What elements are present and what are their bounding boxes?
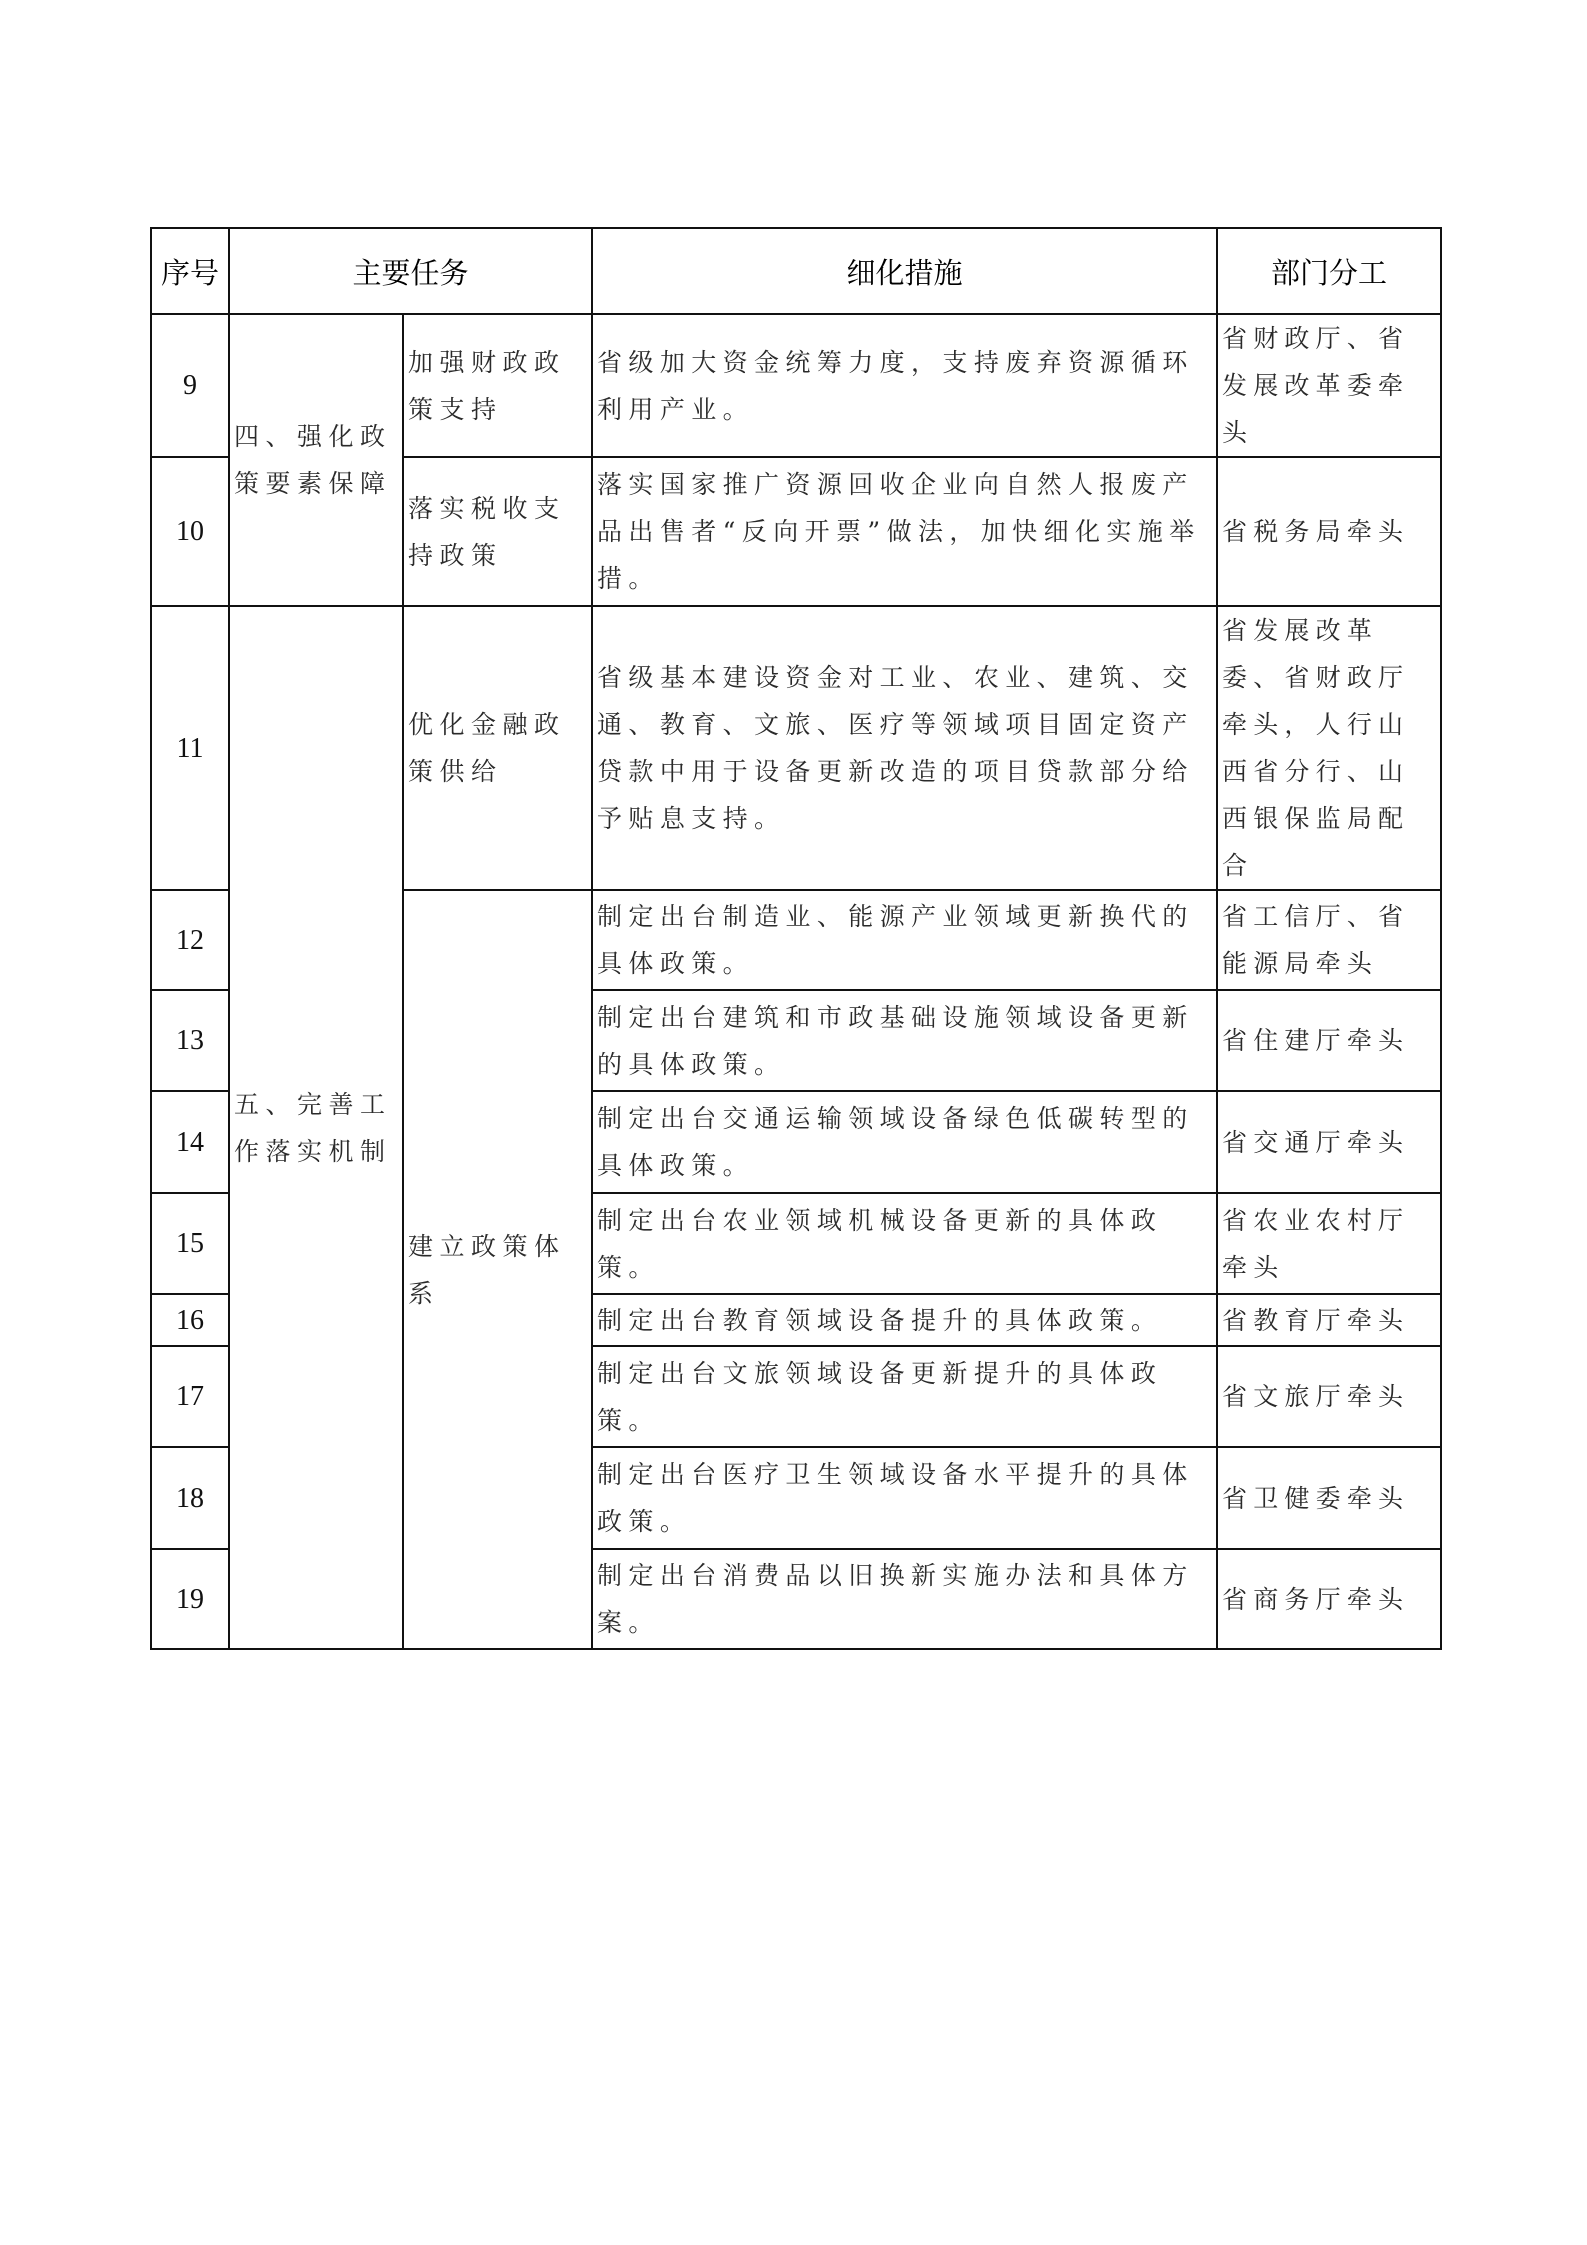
measure-cell: 制定出台交通运输领域设备绿色低碳转型的具体政策。 xyxy=(592,1091,1217,1193)
row-index: 17 xyxy=(151,1346,229,1447)
table-row xyxy=(151,606,1441,890)
measure-cell: 制定出台制造业、能源产业领域更新换代的具体政策。 xyxy=(592,890,1217,990)
row-index: 18 xyxy=(151,1447,229,1549)
measure-cell: 省级基本建设资金对工业、农业、建筑、交通、教育、文旅、医疗等领域项目固定资产贷款中用于设备更新改造的项目贷款部分给予贴息支持。 xyxy=(592,606,1217,890)
dept-cell: 省住建厅牵头 xyxy=(1217,990,1441,1091)
main-task: 四、强化政策要素保障 xyxy=(229,314,403,606)
sub-task: 建立政策体系 xyxy=(403,890,592,1649)
dept-cell: 省财政厅、省发展改革委牵头 xyxy=(1217,314,1441,457)
dept-cell: 省发展改革委、省财政厅牵头，人行山西省分行、山西银保监局配合 xyxy=(1217,606,1441,890)
row-index: 19 xyxy=(151,1549,229,1649)
header-task: 主要任务 xyxy=(229,228,592,314)
measure-cell: 制定出台消费品以旧换新实施办法和具体方案。 xyxy=(592,1549,1217,1649)
row-index: 15 xyxy=(151,1193,229,1294)
dept-cell: 省交通厅牵头 xyxy=(1217,1091,1441,1193)
table-header-row xyxy=(151,228,1441,314)
row-index: 10 xyxy=(151,457,229,606)
main-task: 五、完善工作落实机制 xyxy=(229,606,403,1649)
task-table xyxy=(150,227,1442,1650)
measure-cell: 制定出台农业领域机械设备更新的具体政策。 xyxy=(592,1193,1217,1294)
table-row xyxy=(151,314,1441,457)
header-measure: 细化措施 xyxy=(592,228,1217,314)
row-index: 11 xyxy=(151,606,229,890)
header-index: 序号 xyxy=(151,228,229,314)
sub-task: 落实税收支持政策 xyxy=(403,457,592,606)
measure-cell: 省级加大资金统筹力度，支持废弃资源循环利用产业。 xyxy=(592,314,1217,457)
dept-cell: 省教育厅牵头 xyxy=(1217,1294,1441,1346)
sub-task: 优化金融政策供给 xyxy=(403,606,592,890)
dept-cell: 省商务厅牵头 xyxy=(1217,1549,1441,1649)
measure-cell: 落实国家推广资源回收企业向自然人报废产品出售者“反向开票”做法，加快细化实施举措。 xyxy=(592,457,1217,606)
row-index: 12 xyxy=(151,890,229,990)
row-index: 13 xyxy=(151,990,229,1091)
dept-cell: 省卫健委牵头 xyxy=(1217,1447,1441,1549)
measure-cell: 制定出台教育领域设备提升的具体政策。 xyxy=(592,1294,1217,1346)
dept-cell: 省农业农村厅牵头 xyxy=(1217,1193,1441,1294)
measure-cell: 制定出台医疗卫生领域设备水平提升的具体政策。 xyxy=(592,1447,1217,1549)
header-dept: 部门分工 xyxy=(1217,228,1441,314)
row-index: 9 xyxy=(151,314,229,457)
dept-cell: 省文旅厅牵头 xyxy=(1217,1346,1441,1447)
measure-cell: 制定出台建筑和市政基础设施领域设备更新的具体政策。 xyxy=(592,990,1217,1091)
sub-task: 加强财政政策支持 xyxy=(403,314,592,457)
measure-cell: 制定出台文旅领域设备更新提升的具体政策。 xyxy=(592,1346,1217,1447)
row-index: 16 xyxy=(151,1294,229,1346)
row-index: 14 xyxy=(151,1091,229,1193)
dept-cell: 省工信厅、省能源局牵头 xyxy=(1217,890,1441,990)
dept-cell: 省税务局牵头 xyxy=(1217,457,1441,606)
